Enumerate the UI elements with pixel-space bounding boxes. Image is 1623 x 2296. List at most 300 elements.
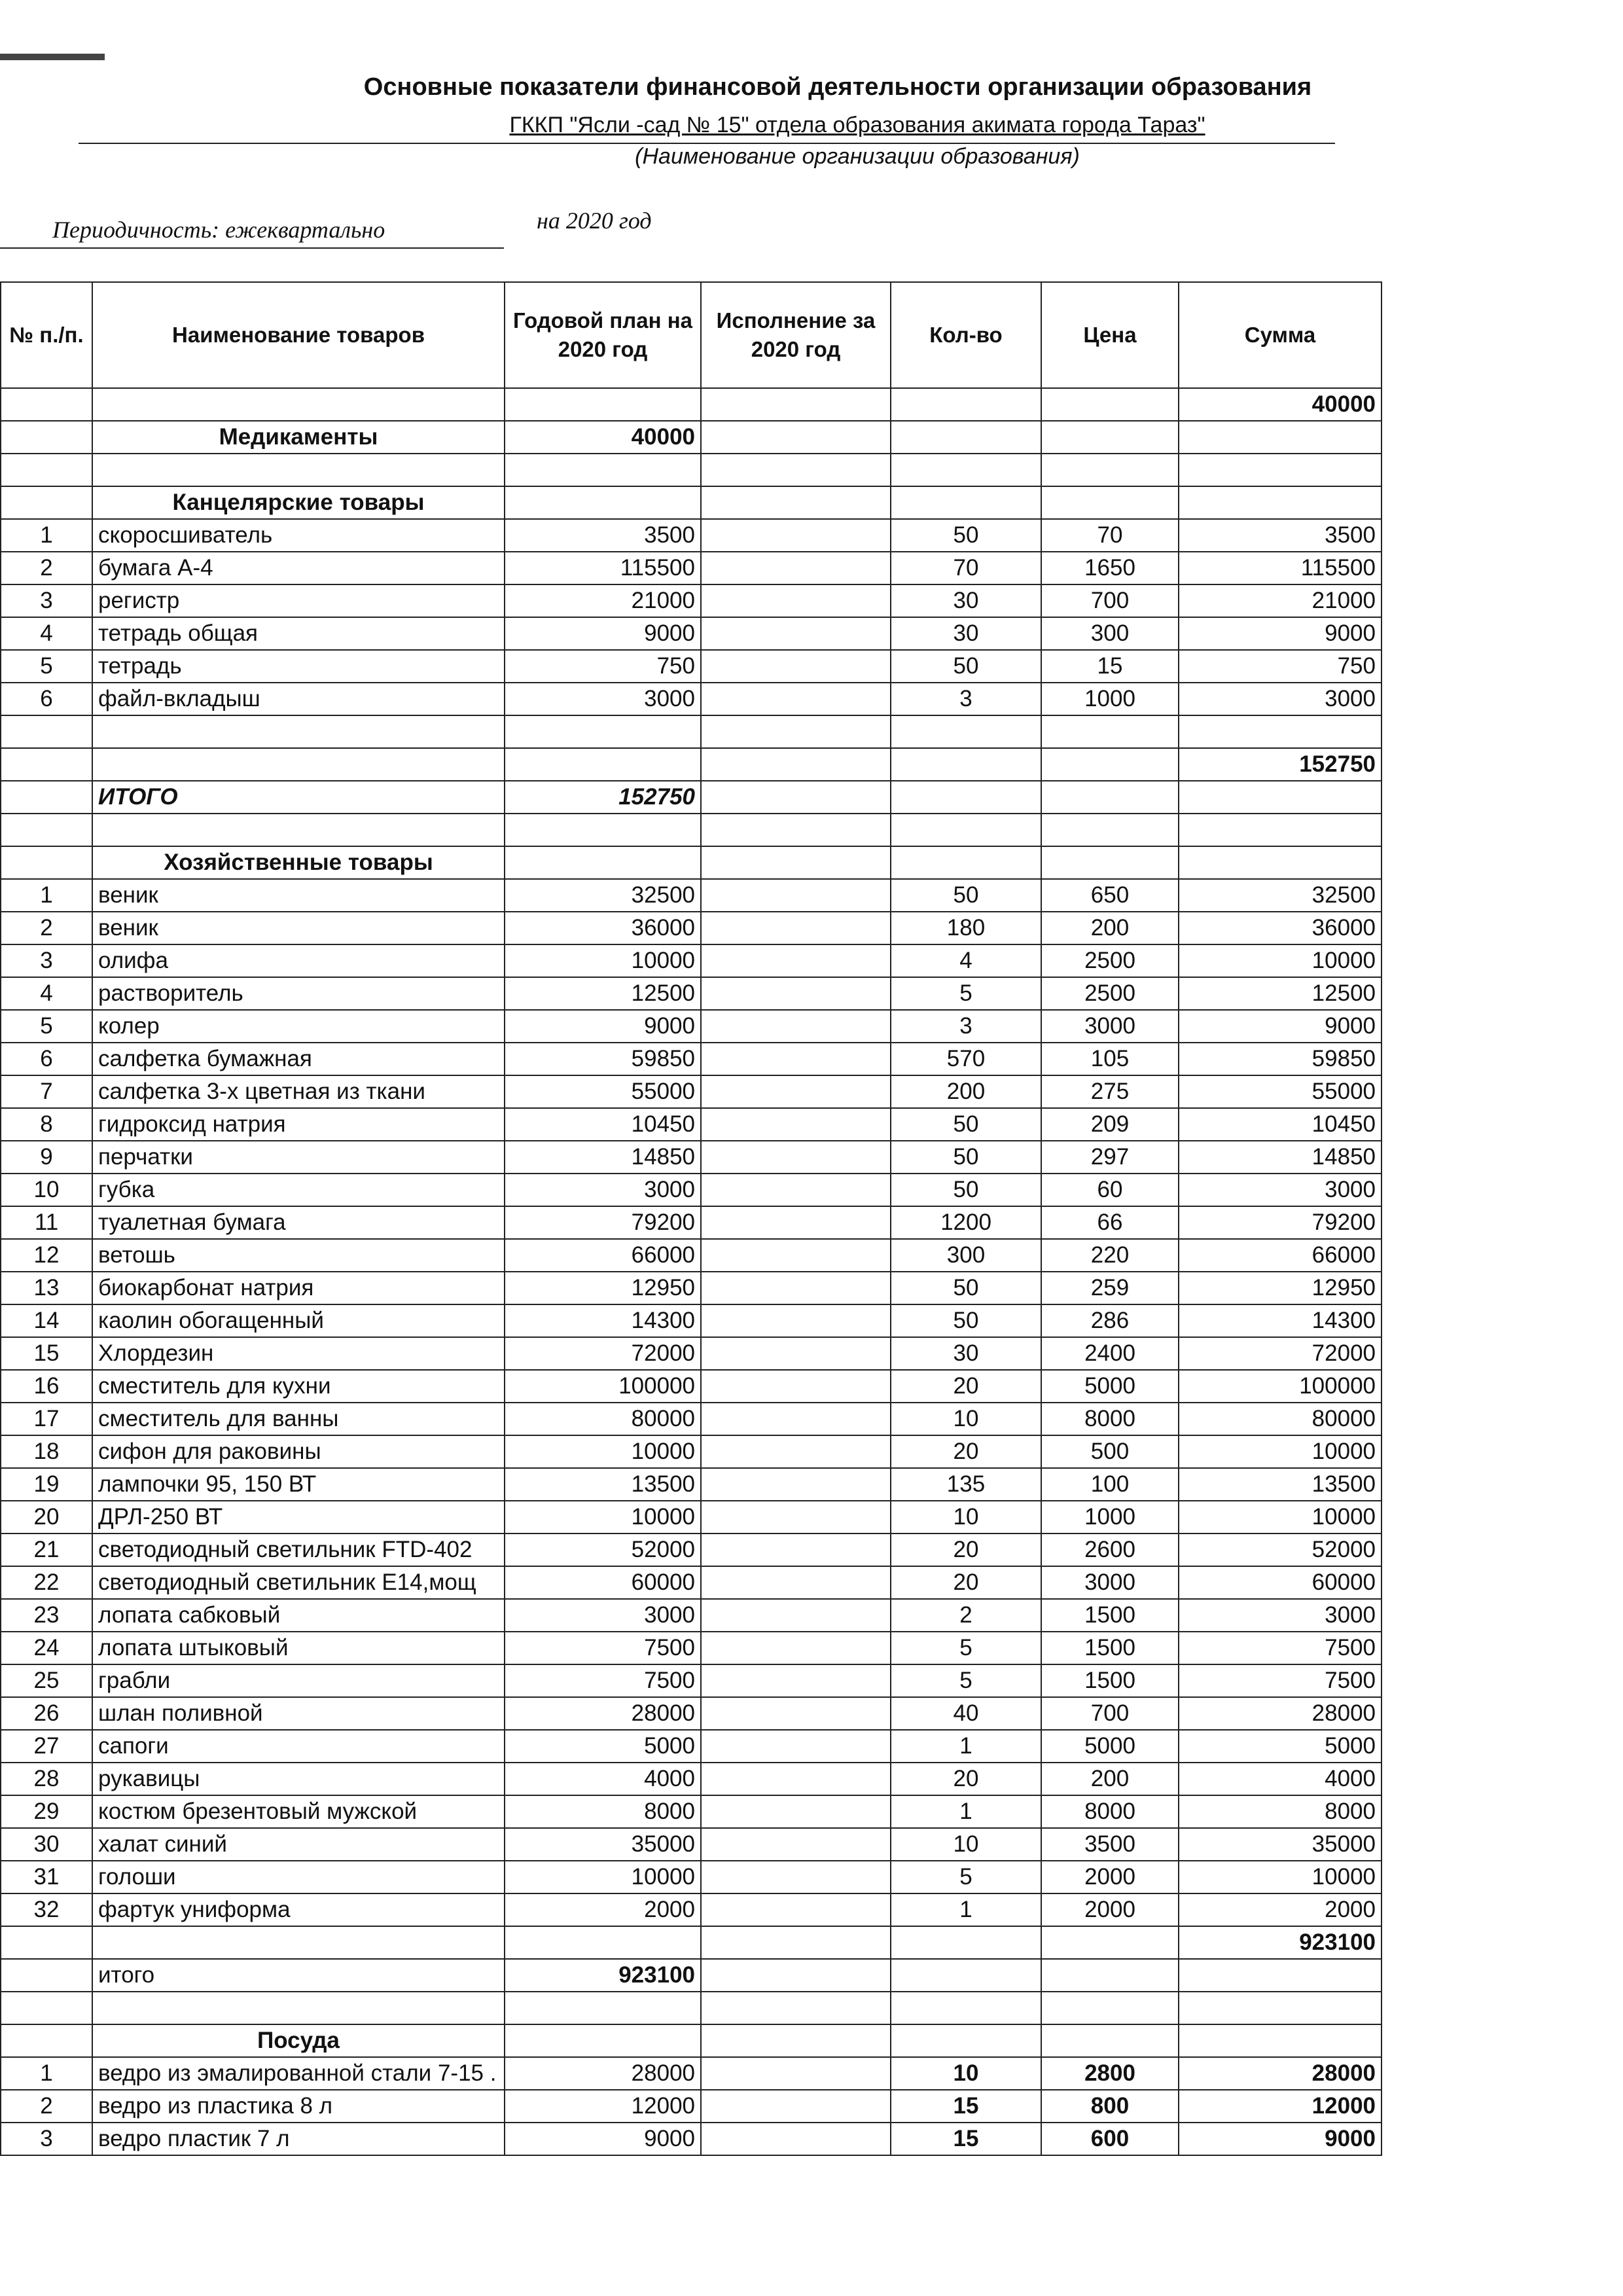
table-row <box>1 519 1382 552</box>
row-plan: 14850 <box>505 1141 701 1174</box>
row-sum: 55000 <box>1179 1075 1382 1108</box>
row-plan <box>505 748 701 781</box>
row-sum: 5000 <box>1179 1730 1382 1763</box>
row-name: ДРЛ-250 ВТ <box>92 1501 505 1534</box>
row-sum <box>1179 454 1382 486</box>
row-plan: 10000 <box>505 1501 701 1534</box>
row-sum: 12500 <box>1179 977 1382 1010</box>
row-number: 31 <box>1 1861 92 1893</box>
row-exec <box>701 421 891 454</box>
row-sum: 35000 <box>1179 1828 1382 1861</box>
row-qty: 50 <box>891 519 1041 552</box>
row-plan: 79200 <box>505 1206 701 1239</box>
row-price: 3000 <box>1041 1010 1179 1043</box>
row-name: светодиодный светильник Е14,мощ <box>92 1566 505 1599</box>
row-exec <box>701 1239 891 1272</box>
row-number: 2 <box>1 552 92 584</box>
row-name: Хлордезин <box>92 1337 505 1370</box>
row-name: сапоги <box>92 1730 505 1763</box>
table-row <box>1 2024 1382 2057</box>
row-price: 2500 <box>1041 944 1179 977</box>
row-number: 13 <box>1 1272 92 1304</box>
row-exec <box>701 1501 891 1534</box>
row-number <box>1 486 92 519</box>
row-sum: 72000 <box>1179 1337 1382 1370</box>
row-price <box>1041 2024 1179 2057</box>
row-qty: 4 <box>891 944 1041 977</box>
row-exec <box>701 1010 891 1043</box>
organization-name: ГККП "Ясли -сад № 15" отдела образования акимата города Тараз" <box>509 113 1205 137</box>
row-plan: 750 <box>505 650 701 683</box>
row-plan <box>505 846 701 879</box>
table-row <box>1 1697 1382 1730</box>
row-sum: 59850 <box>1179 1043 1382 1075</box>
table-row <box>1 846 1382 879</box>
row-plan: 14300 <box>505 1304 701 1337</box>
row-plan: 35000 <box>505 1828 701 1861</box>
table-row <box>1 879 1382 912</box>
row-qty: 200 <box>891 1075 1041 1108</box>
row-price: 220 <box>1041 1239 1179 1272</box>
row-plan: 52000 <box>505 1534 701 1566</box>
row-exec <box>701 552 891 584</box>
row-number: 1 <box>1 519 92 552</box>
row-number: 18 <box>1 1435 92 1468</box>
row-price <box>1041 421 1179 454</box>
row-sum: 750 <box>1179 650 1382 683</box>
row-exec <box>701 1763 891 1795</box>
row-name: Медикаменты <box>92 421 505 454</box>
row-name: светодиодный светильник FTD-402 <box>92 1534 505 1566</box>
table-row <box>1 1730 1382 1763</box>
row-price: 1500 <box>1041 1632 1179 1664</box>
row-exec <box>701 617 891 650</box>
row-price: 66 <box>1041 1206 1179 1239</box>
row-qty <box>891 846 1041 879</box>
row-number: 28 <box>1 1763 92 1795</box>
row-exec <box>701 519 891 552</box>
row-sum <box>1179 1992 1382 2024</box>
row-plan: 80000 <box>505 1403 701 1435</box>
periodicity-label: Периодичность: ежеквартально <box>52 217 385 243</box>
row-qty: 50 <box>891 1174 1041 1206</box>
row-number <box>1 748 92 781</box>
table-row <box>1 1664 1382 1697</box>
row-number: 16 <box>1 1370 92 1403</box>
row-number: 32 <box>1 1893 92 1926</box>
row-number: 6 <box>1 683 92 715</box>
row-qty <box>891 1992 1041 2024</box>
row-number <box>1 814 92 846</box>
row-plan: 9000 <box>505 2123 701 2155</box>
table-row <box>1 814 1382 846</box>
row-plan: 36000 <box>505 912 701 944</box>
row-number: 14 <box>1 1304 92 1337</box>
row-sum: 3500 <box>1179 519 1382 552</box>
row-qty <box>891 814 1041 846</box>
row-price: 2800 <box>1041 2057 1179 2090</box>
row-sum: 52000 <box>1179 1534 1382 1566</box>
row-price: 1500 <box>1041 1599 1179 1632</box>
table-row <box>1 715 1382 748</box>
row-exec <box>701 781 891 814</box>
row-sum: 14300 <box>1179 1304 1382 1337</box>
col-sum-header: Сумма <box>1179 282 1382 388</box>
row-sum: 12950 <box>1179 1272 1382 1304</box>
row-name: скоросшиватель <box>92 519 505 552</box>
row-price <box>1041 715 1179 748</box>
row-sum: 8000 <box>1179 1795 1382 1828</box>
row-exec <box>701 2123 891 2155</box>
row-price: 200 <box>1041 1763 1179 1795</box>
row-name <box>92 814 505 846</box>
row-price <box>1041 1992 1179 2024</box>
row-plan: 21000 <box>505 584 701 617</box>
row-plan: 12500 <box>505 977 701 1010</box>
row-price: 500 <box>1041 1435 1179 1468</box>
row-name: Хозяйственные товары <box>92 846 505 879</box>
row-sum <box>1179 846 1382 879</box>
row-qty: 5 <box>891 1861 1041 1893</box>
row-plan: 152750 <box>505 781 701 814</box>
table-row <box>1 1304 1382 1337</box>
row-plan: 9000 <box>505 617 701 650</box>
row-exec <box>701 715 891 748</box>
table-row <box>1 1206 1382 1239</box>
row-qty: 5 <box>891 977 1041 1010</box>
row-exec <box>701 2024 891 2057</box>
row-plan: 10000 <box>505 1435 701 1468</box>
row-name <box>92 454 505 486</box>
row-exec <box>701 1632 891 1664</box>
row-price: 2400 <box>1041 1337 1179 1370</box>
table-row <box>1 1010 1382 1043</box>
row-number: 24 <box>1 1632 92 1664</box>
row-sum: 9000 <box>1179 617 1382 650</box>
row-number <box>1 1959 92 1992</box>
table-row <box>1 1043 1382 1075</box>
row-name <box>92 1992 505 2024</box>
row-number <box>1 1992 92 2024</box>
row-price: 286 <box>1041 1304 1179 1337</box>
row-plan: 66000 <box>505 1239 701 1272</box>
table-row <box>1 1075 1382 1108</box>
row-qty: 50 <box>891 650 1041 683</box>
row-name: Посуда <box>92 2024 505 2057</box>
table-row <box>1 1566 1382 1599</box>
row-plan: 3000 <box>505 1599 701 1632</box>
row-price: 2500 <box>1041 977 1179 1010</box>
row-exec <box>701 1043 891 1075</box>
table-row <box>1 1141 1382 1174</box>
row-sum: 9000 <box>1179 2123 1382 2155</box>
row-sum: 10450 <box>1179 1108 1382 1141</box>
row-qty: 1200 <box>891 1206 1041 1239</box>
row-price <box>1041 486 1179 519</box>
row-qty: 3 <box>891 1010 1041 1043</box>
row-name: итого <box>92 1959 505 1992</box>
table-row <box>1 1174 1382 1206</box>
row-price <box>1041 781 1179 814</box>
table-row <box>1 1926 1382 1959</box>
row-number <box>1 388 92 421</box>
table-row <box>1 584 1382 617</box>
row-name: рукавицы <box>92 1763 505 1795</box>
col-qty-header: Кол-во <box>891 282 1041 388</box>
row-exec <box>701 1141 891 1174</box>
row-name: регистр <box>92 584 505 617</box>
row-exec <box>701 388 891 421</box>
row-plan: 10450 <box>505 1108 701 1141</box>
row-price: 15 <box>1041 650 1179 683</box>
table-row <box>1 912 1382 944</box>
row-exec <box>701 1108 891 1141</box>
row-exec <box>701 1992 891 2024</box>
row-exec <box>701 683 891 715</box>
row-number <box>1 715 92 748</box>
row-plan: 12000 <box>505 2090 701 2123</box>
row-number: 22 <box>1 1566 92 1599</box>
table-row <box>1 781 1382 814</box>
row-number <box>1 781 92 814</box>
row-number: 6 <box>1 1043 92 1075</box>
row-sum: 2000 <box>1179 1893 1382 1926</box>
row-qty: 1 <box>891 1893 1041 1926</box>
row-exec <box>701 1403 891 1435</box>
row-number: 10 <box>1 1174 92 1206</box>
row-qty: 20 <box>891 1534 1041 1566</box>
row-number <box>1 454 92 486</box>
row-name <box>92 388 505 421</box>
table-row <box>1 454 1382 486</box>
row-name: гидроксид натрия <box>92 1108 505 1141</box>
row-name: Канцелярские товары <box>92 486 505 519</box>
row-exec <box>701 1468 891 1501</box>
row-qty <box>891 715 1041 748</box>
row-number: 1 <box>1 2057 92 2090</box>
row-name: каолин обогащенный <box>92 1304 505 1337</box>
row-price: 200 <box>1041 912 1179 944</box>
row-number: 21 <box>1 1534 92 1566</box>
row-sum: 40000 <box>1179 388 1382 421</box>
row-qty: 300 <box>891 1239 1041 1272</box>
row-price: 650 <box>1041 879 1179 912</box>
row-qty: 15 <box>891 2090 1041 2123</box>
row-sum <box>1179 715 1382 748</box>
row-plan <box>505 1992 701 2024</box>
row-exec <box>701 944 891 977</box>
table-header-row <box>1 282 1382 388</box>
row-qty: 10 <box>891 1501 1041 1534</box>
row-name: туалетная бумага <box>92 1206 505 1239</box>
row-exec <box>701 1272 891 1304</box>
row-price: 3500 <box>1041 1828 1179 1861</box>
row-plan: 7500 <box>505 1664 701 1697</box>
table-row <box>1 1632 1382 1664</box>
row-name: костюм брезентовый мужской <box>92 1795 505 1828</box>
row-number: 17 <box>1 1403 92 1435</box>
table-row <box>1 2123 1382 2155</box>
row-price: 100 <box>1041 1468 1179 1501</box>
table-row <box>1 421 1382 454</box>
row-qty <box>891 1926 1041 1959</box>
row-sum: 66000 <box>1179 1239 1382 1272</box>
row-exec <box>701 814 891 846</box>
row-sum: 7500 <box>1179 1664 1382 1697</box>
document-title: Основные показатели финансовой деятельности организации образования <box>363 73 1312 101</box>
row-exec <box>701 846 891 879</box>
row-exec <box>701 879 891 912</box>
row-number <box>1 1926 92 1959</box>
row-name: веник <box>92 879 505 912</box>
row-exec <box>701 912 891 944</box>
row-qty: 70 <box>891 552 1041 584</box>
row-qty: 20 <box>891 1435 1041 1468</box>
row-qty: 10 <box>891 1403 1041 1435</box>
row-number: 20 <box>1 1501 92 1534</box>
row-name <box>92 748 505 781</box>
row-exec <box>701 1730 891 1763</box>
row-plan: 28000 <box>505 2057 701 2090</box>
row-number: 25 <box>1 1664 92 1697</box>
row-price <box>1041 748 1179 781</box>
row-number: 4 <box>1 617 92 650</box>
row-price <box>1041 1926 1179 1959</box>
table-row <box>1 748 1382 781</box>
table-row <box>1 977 1382 1010</box>
row-qty: 180 <box>891 912 1041 944</box>
row-number: 15 <box>1 1337 92 1370</box>
table-row <box>1 1435 1382 1468</box>
table-row <box>1 1828 1382 1861</box>
row-price: 800 <box>1041 2090 1179 2123</box>
row-exec <box>701 1174 891 1206</box>
row-price: 300 <box>1041 617 1179 650</box>
row-qty: 40 <box>891 1697 1041 1730</box>
row-number <box>1 2024 92 2057</box>
row-exec <box>701 1534 891 1566</box>
table-row <box>1 1599 1382 1632</box>
table-row <box>1 1992 1382 2024</box>
row-sum: 79200 <box>1179 1206 1382 1239</box>
table-row <box>1 1763 1382 1795</box>
year-label: на 2020 год <box>537 207 652 234</box>
row-plan: 32500 <box>505 879 701 912</box>
row-name <box>92 1926 505 1959</box>
row-plan: 59850 <box>505 1043 701 1075</box>
row-price: 700 <box>1041 1697 1179 1730</box>
row-sum: 9000 <box>1179 1010 1382 1043</box>
row-number: 27 <box>1 1730 92 1763</box>
row-qty: 10 <box>891 2057 1041 2090</box>
row-number: 30 <box>1 1828 92 1861</box>
row-name: лопата сабковый <box>92 1599 505 1632</box>
row-plan: 3000 <box>505 683 701 715</box>
row-name <box>92 715 505 748</box>
row-name: ведро из эмалированной стали 7-15 . <box>92 2057 505 2090</box>
row-qty: 20 <box>891 1370 1041 1403</box>
row-sum: 12000 <box>1179 2090 1382 2123</box>
col-name-header: Наименование товаров <box>92 282 505 388</box>
row-exec <box>701 486 891 519</box>
table-row <box>1 1239 1382 1272</box>
row-name: олифа <box>92 944 505 977</box>
row-sum <box>1179 421 1382 454</box>
row-plan: 60000 <box>505 1566 701 1599</box>
row-sum: 152750 <box>1179 748 1382 781</box>
row-plan: 28000 <box>505 1697 701 1730</box>
row-sum: 10000 <box>1179 1501 1382 1534</box>
row-price: 2000 <box>1041 1893 1179 1926</box>
row-exec <box>701 1795 891 1828</box>
row-sum: 13500 <box>1179 1468 1382 1501</box>
row-price: 3000 <box>1041 1566 1179 1599</box>
row-number: 7 <box>1 1075 92 1108</box>
row-plan: 72000 <box>505 1337 701 1370</box>
row-sum: 60000 <box>1179 1566 1382 1599</box>
row-qty: 50 <box>891 1141 1041 1174</box>
row-plan: 3000 <box>505 1174 701 1206</box>
row-plan: 4000 <box>505 1763 701 1795</box>
organization-caption: (Наименование организации образования) <box>635 144 1080 169</box>
row-qty: 15 <box>891 2123 1041 2155</box>
col-plan-header: Годовой план на 2020 год <box>505 282 701 388</box>
row-exec <box>701 1828 891 1861</box>
row-plan: 923100 <box>505 1959 701 1992</box>
row-number: 12 <box>1 1239 92 1272</box>
row-name: ИТОГО <box>92 781 505 814</box>
row-price: 700 <box>1041 584 1179 617</box>
row-price <box>1041 1959 1179 1992</box>
row-price: 209 <box>1041 1108 1179 1141</box>
row-price: 297 <box>1041 1141 1179 1174</box>
row-number: 3 <box>1 944 92 977</box>
table-row <box>1 1272 1382 1304</box>
row-qty: 30 <box>891 617 1041 650</box>
row-plan <box>505 715 701 748</box>
row-price: 5000 <box>1041 1730 1179 1763</box>
row-qty: 50 <box>891 1304 1041 1337</box>
row-number: 2 <box>1 912 92 944</box>
row-price: 70 <box>1041 519 1179 552</box>
row-exec <box>701 1926 891 1959</box>
periodicity-underline <box>0 247 504 249</box>
row-price: 8000 <box>1041 1795 1179 1828</box>
row-qty <box>891 388 1041 421</box>
row-price: 8000 <box>1041 1403 1179 1435</box>
row-price <box>1041 454 1179 486</box>
table-row <box>1 1534 1382 1566</box>
row-price: 600 <box>1041 2123 1179 2155</box>
row-exec <box>701 584 891 617</box>
row-name: шлан поливной <box>92 1697 505 1730</box>
row-exec <box>701 1664 891 1697</box>
row-name: колер <box>92 1010 505 1043</box>
row-name: ветошь <box>92 1239 505 1272</box>
table-row <box>1 683 1382 715</box>
row-plan: 12950 <box>505 1272 701 1304</box>
col-price-header: Цена <box>1041 282 1179 388</box>
row-plan: 13500 <box>505 1468 701 1501</box>
row-qty <box>891 454 1041 486</box>
row-qty: 5 <box>891 1632 1041 1664</box>
table-row <box>1 617 1382 650</box>
table-row <box>1 944 1382 977</box>
row-plan: 8000 <box>505 1795 701 1828</box>
row-qty: 1 <box>891 1795 1041 1828</box>
row-number: 9 <box>1 1141 92 1174</box>
row-sum: 7500 <box>1179 1632 1382 1664</box>
